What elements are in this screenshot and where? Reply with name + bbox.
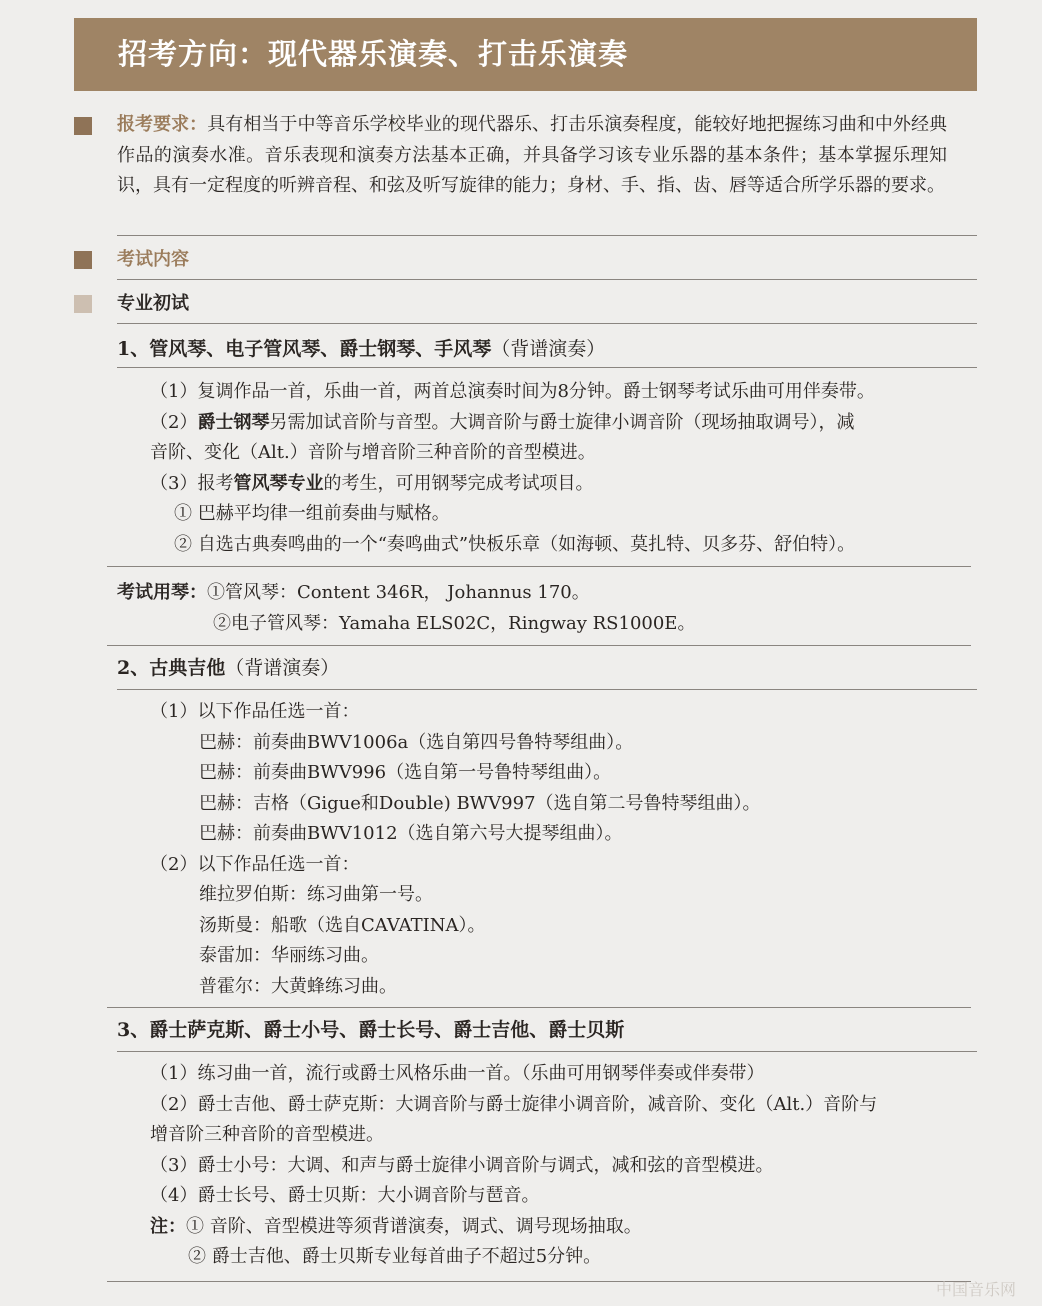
section-1-note: （背谱演奏） <box>491 338 606 360</box>
divider <box>117 279 977 280</box>
s2-line-8: 汤斯曼：船歌（选自CAVATINA）。 <box>199 914 486 936</box>
bullet-square <box>74 251 92 269</box>
s2-line-5: 巴赫：前奏曲BWV1012（选自第六号大提琴组曲）。 <box>199 823 623 844</box>
s2-line-4: 巴赫：吉格（Gigue和Double) BWV997（选自第二号鲁特琴组曲）。 <box>199 792 761 814</box>
s3-line-3: 增音阶三种音阶的音型模进。 <box>150 1124 384 1145</box>
s3-line-4: （3）爵士小号：大调、和声与爵士旋律小调音阶与调式，减和弦的音型模进。 <box>150 1154 774 1176</box>
s3-note-2: ② 爵士吉他、爵士贝斯专业每首曲子不超过5分钟。 <box>188 1246 602 1267</box>
section-2-note: （背谱演奏） <box>225 657 340 679</box>
section-1-name: 1、管风琴、电子管风琴、爵士钢琴、手风琴 <box>117 338 492 360</box>
instruments-line-1: 考试用琴：①管风琴：Content 346R， Johannus 170。 <box>117 582 590 603</box>
s3-line-5: （4）爵士长号、爵士贝斯：大小调音阶与琶音。 <box>150 1185 540 1206</box>
s1-line-4: ① 巴赫平均律一组前奏曲与赋格。 <box>174 503 450 524</box>
bullet-square <box>74 117 92 135</box>
requirements-text: 具有相当于中等音乐学校毕业的现代器乐、打击乐演奏程度，能较好地把握练习曲和中外经典作品的演奏水准。音乐表现和演奏方法基本正确，并具备学习该专业乐器的基本条件；基本掌握乐理知识，具有一定程度的听辨音程、和弦及听写旋律的能力；身材、手、指、齿、唇等适合所学乐器的要求。 <box>117 114 948 196</box>
section-2-name: 2、古典吉他 <box>117 657 226 679</box>
exam-content-heading: 考试内容 <box>117 249 189 270</box>
divider <box>117 367 977 368</box>
page-banner-title: 招考方向：现代器乐演奏、打击乐演奏 <box>74 18 977 91</box>
s2-line-2: 巴赫：前奏曲BWV1006a（选自第四号鲁特琴组曲）。 <box>199 731 634 753</box>
s1-line-2: （2）爵士钢琴另需加试音阶与音型。大调音阶与爵士旋律小调音阶（现场抽取调号），减 <box>150 411 855 433</box>
divider <box>107 645 971 646</box>
section-3-title: 3、爵士萨克斯、爵士小号、爵士长号、爵士吉他、爵士贝斯 <box>117 1019 625 1041</box>
s3-line-2: （2）爵士吉他、爵士萨克斯：大调音阶与爵士旋律小调音阶，减音阶、变化（Alt.）音阶与 <box>150 1093 878 1115</box>
instruments-block <box>117 578 957 639</box>
section-1-body <box>150 377 960 560</box>
instruments-line-2: ②电子管风琴：Yamaha ELS02C，Ringway RS1000E。 <box>213 612 696 634</box>
divider <box>117 323 977 324</box>
watermark-logo: 中国音乐网 <box>935 1280 1016 1299</box>
divider <box>117 235 977 236</box>
divider <box>107 566 971 567</box>
s2-line-10: 普霍尔：大黄蜂练习曲。 <box>199 975 397 997</box>
s2-line-3: 巴赫：前奏曲BWV996（选自第一号鲁特琴组曲）。 <box>199 762 612 783</box>
divider <box>117 689 977 690</box>
s3-line-1: （1）练习曲一首，流行或爵士风格乐曲一首。（乐曲可用钢琴伴奏或伴奏带） <box>150 1063 765 1084</box>
s2-line-7: 维拉罗伯斯：练习曲第一号。 <box>199 884 433 905</box>
section-2-title <box>117 655 339 681</box>
prelim-heading: 专业初试 <box>117 293 189 314</box>
s2-line-6: （2）以下作品任选一首： <box>150 853 360 875</box>
note-label: 注： <box>150 1215 186 1237</box>
bullet-square <box>74 295 92 313</box>
s2-line-1: （1）以下作品任选一首： <box>150 701 360 722</box>
s1-line-1: （1）复调作品一首，乐曲一首，两首总演奏时间为8分钟。爵士钢琴考试乐曲可用伴奏带。 <box>150 381 875 402</box>
section-1-title <box>117 336 605 362</box>
divider <box>117 1051 977 1052</box>
requirements-label: 报考要求： <box>117 114 208 135</box>
s1-line-3: （3）报考管风琴专业的考生，可用钢琴完成考试项目。 <box>150 472 594 494</box>
requirements-paragraph <box>117 110 947 202</box>
section-3-body <box>150 1059 960 1273</box>
divider <box>107 1007 971 1008</box>
s3-note-1: 注：① 音阶、音型模进等须背谱演奏，调式、调号现场抽取。 <box>150 1215 642 1237</box>
s2-line-9: 泰雷加：华丽练习曲。 <box>199 945 379 966</box>
s1-line-2-cont: 音阶、变化（Alt.）音阶与增音阶三种音阶的音型模进。 <box>150 442 596 463</box>
instruments-label: 考试用琴： <box>117 582 207 603</box>
divider <box>107 1281 971 1282</box>
s1-line-5: ② 自选古典奏鸣曲的一个“奏鸣曲式”快板乐章（如海顿、莫扎特、贝多芬、舒伯特）。 <box>174 533 856 555</box>
section-2-body <box>150 697 960 1002</box>
